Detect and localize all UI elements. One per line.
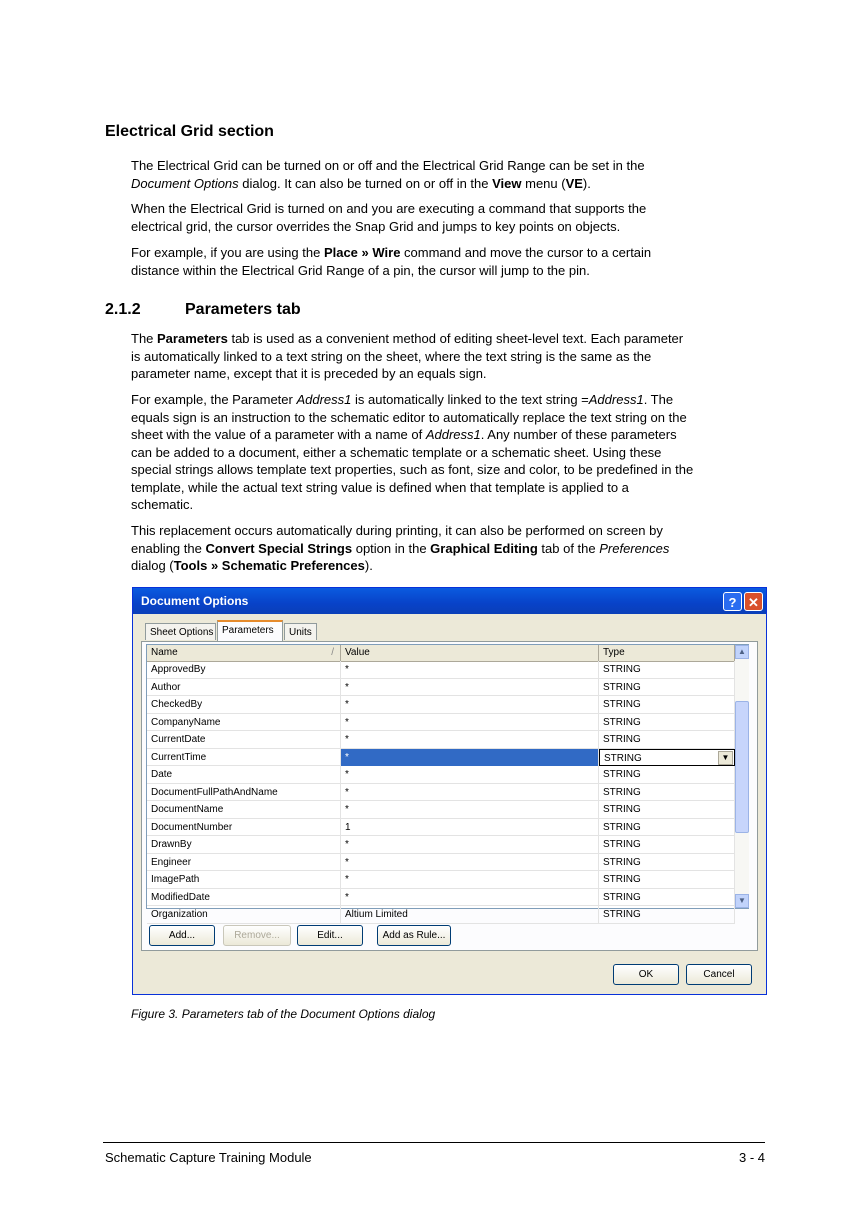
scroll-up-icon[interactable]: ▲ [735,645,749,659]
dialog-titlebar[interactable] [133,588,766,614]
table-row[interactable]: DocumentName * STRING [147,801,735,819]
page-number: 3 - 4 [739,1150,766,1165]
parameters-paragraph-2: For example, the Parameter Address1 is automatically linked to the text string =Address1. The equals sign is an instruction to the schematic editor to automatically replace the text string on the sheet with the value of a parameter with a name of Address1. Any number of these parameters can be added to a document, either a schematic template or a schematic sheet. Using these special strings allows template text properties, such as font, size and color, to be predefined in the template, while the actual text string value is defined when that template is applied to a schematic. [131,392,694,512]
close-button[interactable]: ✕ [744,592,763,611]
table-row[interactable]: ApprovedBy * STRING [147,661,735,679]
footer-title: Schematic Capture Training Module [105,1150,312,1165]
tab-parameters[interactable]: Parameters [217,620,283,641]
table-row[interactable]: Author * STRING [147,679,735,697]
subsection-title: Parameters tab [185,301,301,318]
section-heading: Electrical Grid section [105,123,274,140]
subsection-number: 2.1.2 [105,301,141,318]
electrical-grid-paragraph-1: The Electrical Grid can be turned on or off and the Electrical Grid Range can be set in the Document Options dialog. It can also be turned on or off in the View menu (VE). [131,158,645,191]
tab-sheet-options[interactable]: Sheet Options [145,623,216,640]
column-header-name[interactable]: Name / [147,645,341,661]
table-row[interactable]: Date * STRING [147,766,735,784]
remove-button[interactable]: Remove... [223,925,291,946]
figure-caption: Figure 3. Parameters tab of the Document Options dialog [131,1007,436,1021]
tab-units[interactable]: Units [284,623,317,640]
vertical-scrollbar[interactable] [735,645,749,908]
footer-divider [103,1142,765,1143]
table-row[interactable]: DrawnBy * STRING [147,836,735,854]
scroll-thumb[interactable] [735,701,749,833]
dialog-title: Document Options [141,594,249,608]
cancel-button[interactable]: Cancel [686,964,752,985]
subsection-heading [105,301,301,319]
electrical-grid-paragraph-2: When the Electrical Grid is turned on and you are executing a command that supports the electrical grid, the cursor overrides the Snap Grid and jumps to key points on objects. [131,201,647,234]
table-row[interactable]: Engineer * STRING [147,854,735,872]
add-as-rule-button[interactable]: Add as Rule... [377,925,451,946]
table-row[interactable]: ModifiedDate * STRING [147,889,735,907]
table-row[interactable]: DocumentFullPathAndName * STRING [147,784,735,802]
document-options-dialog [132,587,767,995]
table-row[interactable]: ImagePath * STRING [147,871,735,889]
column-header-type[interactable]: Type [599,645,735,661]
table-row[interactable]: CheckedBy * STRING [147,696,735,714]
table-row-selected[interactable]: CurrentTime * STRING ▼ [147,749,735,767]
column-header-value[interactable]: Value [341,645,599,661]
sort-arrow-icon: / [331,647,334,658]
help-button[interactable]: ? [723,592,742,611]
type-dropdown-arrow-icon[interactable]: ▼ [718,751,733,765]
electrical-grid-paragraph-3: For example, if you are using the Place » Wire command and move the cursor to a certain distance within the Electrical Grid Range of a pin, the cursor will jump to the pin. [131,245,652,278]
parameters-paragraph-1: The Parameters tab is used as a convenient method of editing sheet-level text. Each parameter is automatically linked to a text string on the sheet, where the text string is the same as the parameter name, except that it is preceded by an equals sign. [131,331,684,381]
add-button[interactable]: Add... [149,925,215,946]
grid-header [147,645,735,662]
ok-button[interactable]: OK [613,964,679,985]
table-row[interactable]: CurrentDate * STRING [147,731,735,749]
table-row[interactable]: DocumentNumber 1 STRING [147,819,735,837]
table-row[interactable]: Organization Altium Limited STRING [147,906,735,924]
parameters-paragraph-3: This replacement occurs automatically during printing, it can also be performed on screen by enabling the Convert Special Strings option in the Graphical Editing tab of the Preferences dialog (Tools » Schematic Preferences). [131,523,670,573]
table-row[interactable]: CompanyName * STRING [147,714,735,732]
scroll-down-icon[interactable]: ▼ [735,894,749,908]
edit-button[interactable]: Edit... [297,925,363,946]
parameters-grid [146,644,749,920]
